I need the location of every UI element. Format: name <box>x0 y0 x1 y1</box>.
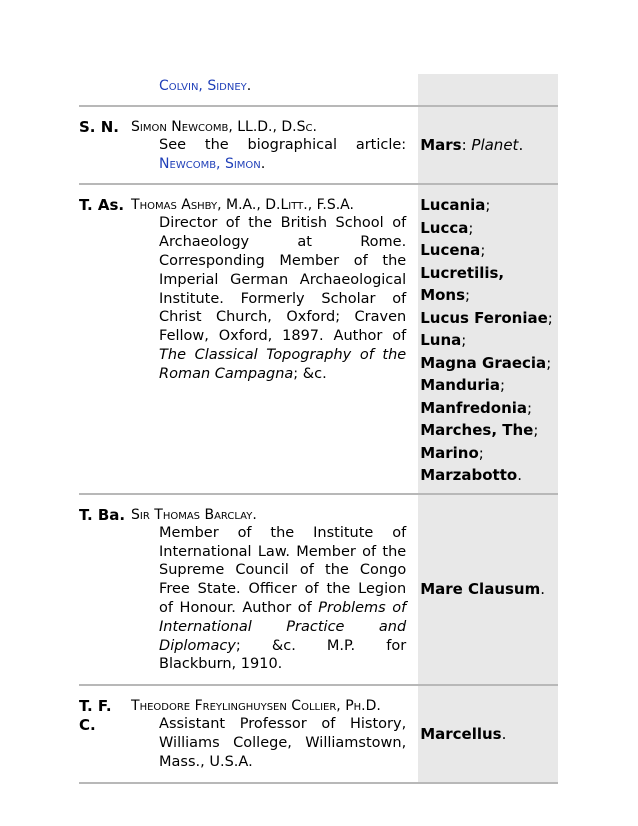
contributor-bio: Member of the Institute of International Law. Member of the Supreme Council of the Congo Free State. Officer of the Legion of Honour. Author of Problems of International Practice and Diplomacy; &c. M.P. for Blackburn, 1910. <box>159 524 407 673</box>
article-list-item <box>420 397 558 420</box>
article-title: Marino <box>420 443 479 462</box>
article-punctuation: ; <box>485 196 491 215</box>
article-title: Magna Graecia <box>420 353 547 372</box>
contributor-row <box>79 494 558 685</box>
article-cell: Mare Clausum. <box>418 494 558 685</box>
article-list-item <box>420 239 558 262</box>
article-punctuation: ; <box>468 218 474 237</box>
article-punctuation: ; <box>533 421 539 440</box>
contributor-description <box>131 106 418 185</box>
article-title: Mare Clausum <box>420 580 541 599</box>
contributor-initials: T. As. <box>79 184 131 494</box>
contributor-bio: Director of the British School of Archaeology at Rome. Corresponding Member of the Imperial German Archaeological Institute. Formerly Scholar of Christ Church, Oxford; Craven Fellow, Oxford, 1897. Author of The Classical Topography of the Roman Campagna; &c. <box>159 215 407 382</box>
article-title: Lucania <box>420 196 486 215</box>
article-punctuation: ; <box>478 443 484 462</box>
contributor-description <box>131 685 418 782</box>
article-title: Lucretilis, Mons <box>420 263 505 305</box>
article-punctuation: ; <box>546 353 552 372</box>
contributor-row <box>79 106 558 185</box>
contributor-initials: S. N. <box>79 106 131 185</box>
article-punctuation: ; <box>461 331 467 350</box>
article-punctuation: . <box>517 466 522 485</box>
contributor-name: Simon Newcomb, LL.D., D.Sc. <box>131 118 317 135</box>
article-subtitle: Planet <box>471 135 519 154</box>
article-title: Luna <box>420 331 462 350</box>
contributor-initials: T. F. C. <box>79 685 131 782</box>
contributor-row <box>79 184 558 494</box>
article-punctuation: ; <box>465 286 471 305</box>
article-title: Marzabotto <box>420 466 518 485</box>
article-title: Manfredonia <box>420 398 528 417</box>
contributor-description <box>131 494 418 685</box>
article-list-item <box>420 419 558 442</box>
article-punctuation: ; <box>547 308 553 327</box>
article-list-item <box>420 374 558 397</box>
article-punctuation: ; <box>500 376 506 395</box>
article-list-item <box>420 262 558 307</box>
contributor-name: Theodore Freylinghuysen Collier, Ph.D. <box>131 698 381 715</box>
contributor-bio: See the biographical article: Newcomb, Simon. <box>159 136 407 172</box>
article-list-item <box>420 307 558 330</box>
article-cell <box>418 184 558 494</box>
article-cell: Mars: Planet. <box>418 106 558 185</box>
article-list-item <box>420 442 558 465</box>
article-title: Lucena <box>420 241 481 260</box>
contributor-description <box>131 74 418 106</box>
article-title: Manduria <box>420 376 501 395</box>
article-list-item <box>420 329 558 352</box>
contributor-name: Thomas Ashby, M.A., D.Litt., F.S.A. <box>131 197 354 214</box>
article-title: Marches, The <box>420 421 534 440</box>
article-title: Marcellus <box>420 724 502 743</box>
contributor-initials: T. Ba. <box>79 494 131 685</box>
contributor-name: Sir Thomas Barclay. <box>131 506 257 523</box>
article-list-item <box>420 194 558 217</box>
bio-continuation: Colvin, Sidney. <box>159 78 252 94</box>
cross-reference-link[interactable]: Colvin, Sidney <box>159 78 247 94</box>
contributor-initials <box>79 74 131 106</box>
article-cell: Marcellus. <box>418 685 558 782</box>
article-title: Mars <box>420 135 462 154</box>
article-list-item <box>420 464 558 487</box>
contributor-bio: Assistant Professor of History, Williams College, Williamstown, Mass., U.S.A. <box>159 716 407 770</box>
article-punctuation: ; <box>480 241 486 260</box>
article-title: Lucca <box>420 218 469 237</box>
article-cell <box>418 74 558 106</box>
contributor-row <box>79 685 558 782</box>
book-title: The Classical Topography of the Roman Campagna <box>159 346 407 382</box>
cross-reference-link[interactable]: Newcomb, Simon <box>159 155 261 172</box>
article-list-item <box>420 217 558 240</box>
contributor-row <box>79 74 558 106</box>
article-list-item <box>420 352 558 375</box>
article-punctuation: ; <box>527 398 533 417</box>
contributors-table <box>79 74 558 784</box>
article-title: Lucus Feroniae <box>420 308 548 327</box>
contributor-description <box>131 184 418 494</box>
article-list <box>420 185 558 493</box>
book-title: Problems of International Practice and Diplomacy <box>159 600 407 654</box>
